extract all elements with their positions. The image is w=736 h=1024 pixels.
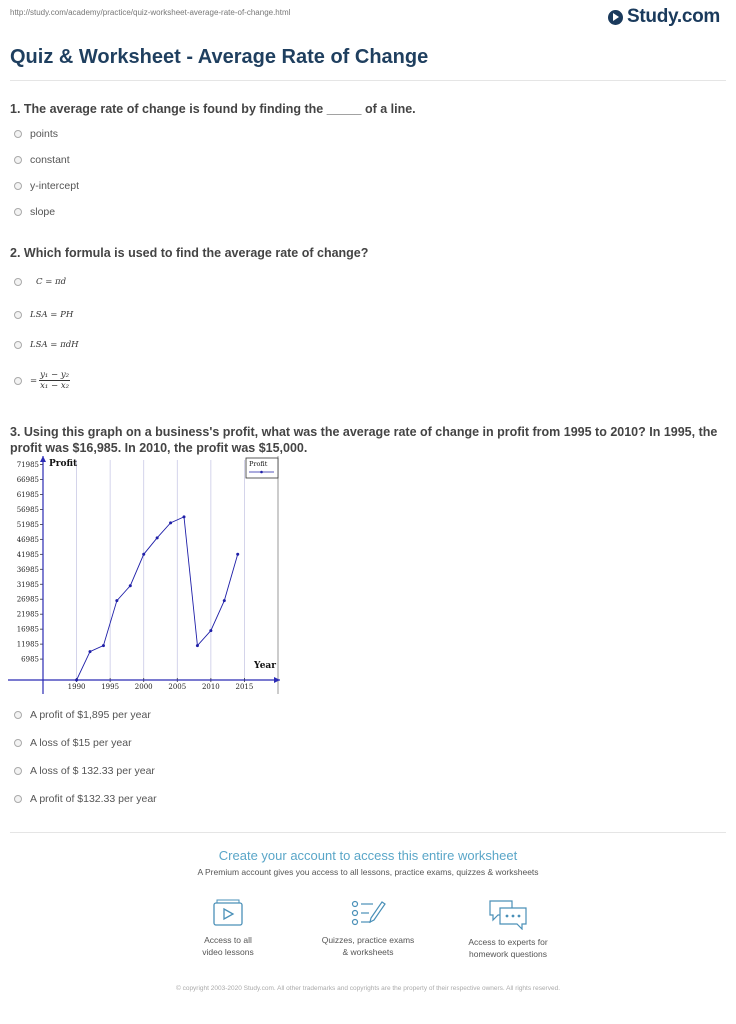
feature-quizzes bbox=[298, 898, 438, 958]
logo-text: Study.com bbox=[626, 6, 720, 27]
formula-label: C = πd bbox=[36, 277, 67, 287]
y-tick-label: 71985 bbox=[16, 461, 39, 470]
profit-data-point bbox=[236, 553, 239, 556]
radio-button[interactable] bbox=[14, 278, 22, 286]
y-tick-label: 31985 bbox=[16, 580, 39, 589]
profit-data-point bbox=[196, 644, 199, 647]
x-tick-label: 2015 bbox=[235, 683, 254, 691]
y-tick-label: 51985 bbox=[16, 520, 39, 529]
chat-icon bbox=[488, 898, 528, 930]
profit-data-point bbox=[183, 515, 186, 518]
feature-experts bbox=[438, 898, 578, 960]
play-logo-icon bbox=[608, 10, 623, 25]
profit-data-point bbox=[129, 584, 132, 587]
page-title: Quiz & Worksheet - Average Rate of Change bbox=[10, 46, 429, 68]
study-logo[interactable] bbox=[608, 6, 720, 28]
q3-option-2[interactable] bbox=[14, 737, 132, 749]
profit-data-point bbox=[223, 599, 226, 602]
question-1: 1. The average rate of change is found by finding the _____ of a line. bbox=[10, 102, 416, 116]
title-divider bbox=[10, 80, 726, 81]
feature-line-2: & worksheets bbox=[342, 947, 394, 957]
profit-data-point bbox=[102, 644, 105, 647]
fraction-prefix: = bbox=[30, 376, 38, 386]
radio-button[interactable] bbox=[14, 767, 22, 775]
profit-data-point bbox=[209, 629, 212, 632]
legend-label: Profit bbox=[249, 460, 268, 468]
q3-option-1[interactable] bbox=[14, 709, 151, 721]
radio-button[interactable] bbox=[14, 208, 22, 216]
fraction-denominator: x₁ − x₂ bbox=[40, 381, 70, 391]
x-tick-label: 2005 bbox=[168, 683, 187, 691]
option-label: slope bbox=[30, 206, 56, 218]
radio-button[interactable] bbox=[14, 739, 22, 747]
radio-button[interactable] bbox=[14, 795, 22, 803]
radio-button[interactable] bbox=[14, 182, 22, 190]
q2-option-2[interactable] bbox=[14, 310, 73, 320]
q2-option-3[interactable] bbox=[14, 340, 79, 350]
radio-button[interactable] bbox=[14, 711, 22, 719]
y-tick-label: 61985 bbox=[16, 490, 39, 499]
radio-button[interactable] bbox=[14, 341, 22, 349]
option-label: constant bbox=[30, 154, 70, 166]
feature-line-2: video lessons bbox=[202, 947, 254, 957]
radio-button[interactable] bbox=[14, 156, 22, 164]
q2-option-4[interactable] bbox=[14, 370, 70, 391]
formula-label: LSA = PH bbox=[30, 310, 74, 320]
q1-option-3[interactable] bbox=[14, 180, 79, 192]
q3-option-4[interactable] bbox=[14, 793, 157, 805]
option-label: y-intercept bbox=[30, 180, 80, 192]
option-label: points bbox=[30, 128, 59, 140]
q1-option-1[interactable] bbox=[14, 128, 58, 140]
radio-button[interactable] bbox=[14, 311, 22, 319]
cta-title[interactable]: Create your account to access this entire worksheet bbox=[218, 848, 518, 863]
y-tick-label: 46985 bbox=[16, 535, 39, 544]
y-tick-label: 6985 bbox=[21, 655, 39, 664]
fraction-formula bbox=[30, 370, 70, 391]
x-axis-label: Year bbox=[254, 661, 276, 671]
profit-line-chart bbox=[8, 456, 282, 698]
q2-option-1[interactable] bbox=[14, 277, 66, 287]
radio-button[interactable] bbox=[14, 130, 22, 138]
option-label: A loss of $ 132.33 per year bbox=[30, 765, 155, 777]
option-label: A profit of $132.33 per year bbox=[30, 793, 157, 805]
legend-marker bbox=[260, 471, 263, 474]
radio-button[interactable] bbox=[14, 377, 22, 385]
y-tick-label: 56985 bbox=[16, 505, 39, 514]
feature-line-1: Access to all bbox=[204, 935, 252, 945]
profit-data-point bbox=[89, 650, 92, 653]
chart-background bbox=[8, 456, 282, 698]
profit-data-point bbox=[142, 553, 145, 556]
feature-line-1: Quizzes, practice exams bbox=[321, 935, 415, 945]
y-tick-label: 21985 bbox=[16, 610, 39, 619]
cta-subtitle: A Premium account gives you access to all lessons, practice exams, quizzes & worksheets bbox=[197, 867, 539, 877]
question-3: 3. Using this graph on a business's profit, what was the average rate of change in profit from 1995 to 2010? In 1995, the profit was $16,985. In 2010, the profit was $15,000. bbox=[10, 425, 718, 455]
copyright: © copyright 2003-2020 Study.com. All other trademarks and copyrights are the property of their respective owners. All rights reserved. bbox=[175, 985, 561, 992]
formula-label: LSA = πdH bbox=[30, 340, 79, 350]
feature-video-lessons bbox=[158, 898, 298, 958]
x-tick-label: 2010 bbox=[201, 683, 220, 691]
video-icon bbox=[211, 898, 245, 928]
question-2: 2. Which formula is used to find the average rate of change? bbox=[10, 246, 369, 260]
y-axis-label: Profit bbox=[49, 459, 78, 469]
x-tick-label: 2000 bbox=[134, 683, 153, 691]
x-tick-label: 1995 bbox=[101, 683, 120, 691]
profit-data-point bbox=[115, 599, 118, 602]
profit-data-point bbox=[156, 536, 159, 539]
option-label: A profit of $1,895 per year bbox=[30, 709, 151, 721]
y-tick-label: 41985 bbox=[16, 550, 39, 559]
y-tick-label: 26985 bbox=[16, 595, 39, 604]
profit-data-point bbox=[169, 521, 172, 524]
x-tick-label: 1990 bbox=[67, 683, 86, 691]
y-tick-label: 11985 bbox=[16, 640, 39, 649]
fraction-numerator: y₁ − y₂ bbox=[40, 370, 70, 380]
feature-line-1: Access to experts for bbox=[468, 937, 548, 947]
option-label: A loss of $15 per year bbox=[30, 737, 132, 749]
q3-option-3[interactable] bbox=[14, 765, 155, 777]
profit-data-point bbox=[75, 679, 78, 682]
fraction bbox=[39, 370, 70, 391]
cta-divider bbox=[10, 832, 726, 833]
y-tick-label: 16985 bbox=[16, 625, 39, 634]
feature-line-2: homework questions bbox=[469, 949, 547, 959]
q1-option-4[interactable] bbox=[14, 206, 55, 218]
y-tick-label: 66985 bbox=[16, 476, 39, 485]
page-url: http://study.com/academy/practice/quiz-worksheet-average-rate-of-change.html bbox=[10, 8, 291, 17]
checklist-icon bbox=[349, 898, 387, 928]
q1-option-2[interactable] bbox=[14, 154, 70, 166]
y-tick-label: 36985 bbox=[16, 565, 39, 574]
